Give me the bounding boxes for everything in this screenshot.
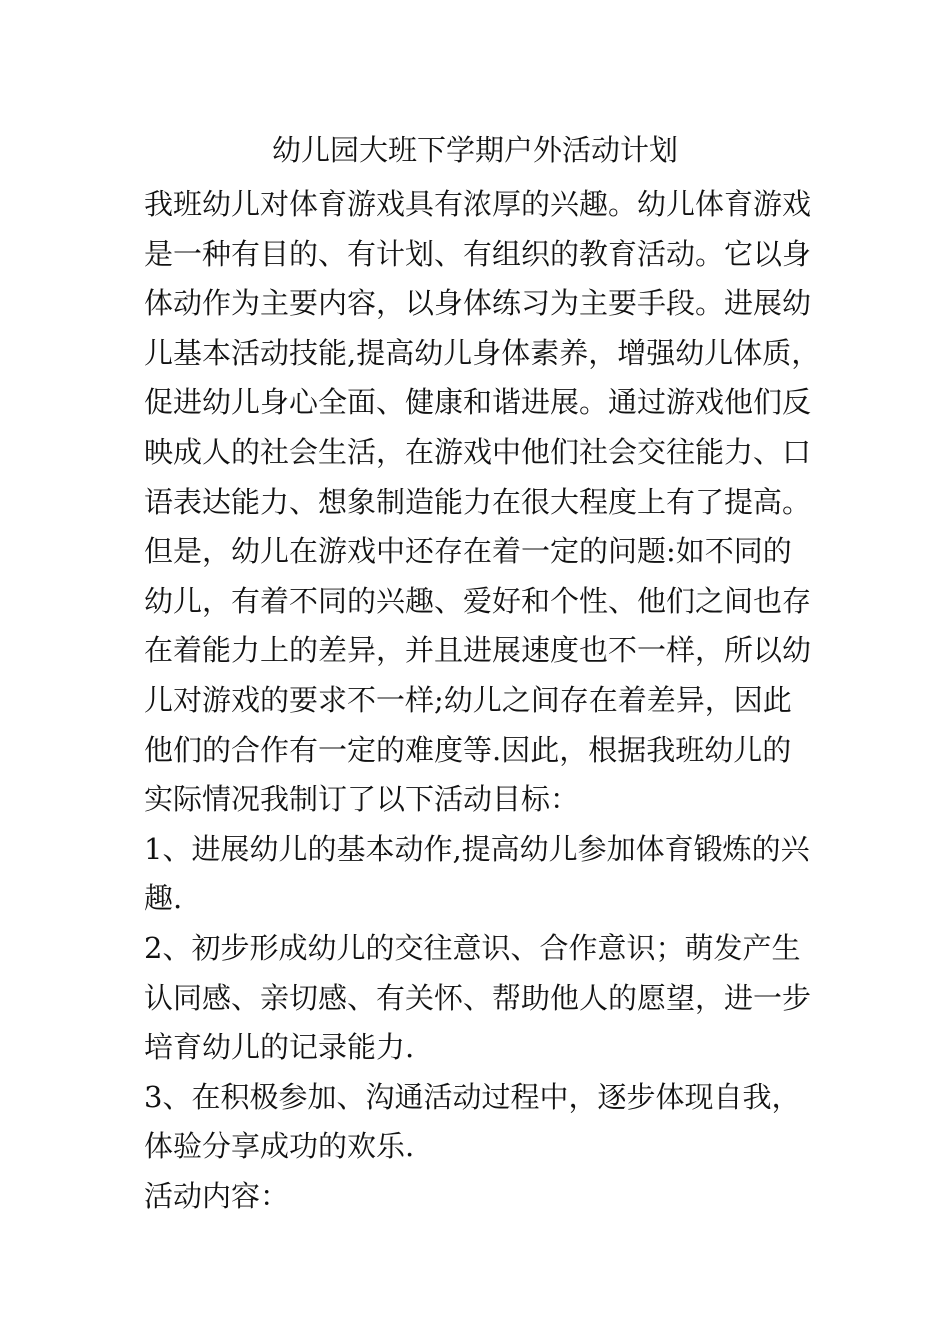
goal-item-2: 2、初步形成幼儿的交往意识、合作意识；萌发产生	[144, 930, 801, 965]
goal-item-1: 1、进展幼儿的基本动作,提高幼儿参加体育锻炼的兴	[144, 831, 810, 866]
body-line: 但是，幼儿在游戏中还存在着一定的问题:如不同的	[144, 534, 792, 569]
goal-item-3-continued: 体验分享成功的欢乐.	[144, 1129, 415, 1164]
body-line: 儿基本活动技能,提高幼儿身体素养，增强幼儿体质，	[144, 335, 821, 370]
body-line: 语表达能力、想象制造能力在很大程度上有了提高。	[144, 484, 812, 519]
document-body	[144, 180, 824, 1221]
body-line: 在着能力上的差异，并且进展速度也不一样，所以幼	[144, 633, 812, 668]
goal-item-2-continued: 培育幼儿的记录能力.	[144, 1030, 415, 1065]
body-line: 幼儿，有着不同的兴趣、爱好和个性、他们之间也存	[144, 583, 812, 618]
body-line: 映成人的社会生活，在游戏中他们社会交往能力、口	[144, 434, 812, 469]
body-line: 我班幼儿对体育游戏具有浓厚的兴趣。幼儿体育游戏	[144, 187, 812, 221]
body-line: 体动作为主要内容，以身体练习为主要手段。进展幼	[144, 286, 812, 321]
section-heading-activity-content: 活动内容：	[144, 1178, 290, 1213]
goal-item-3: 3、在积极参加、沟通活动过程中，逐步体现自我，	[144, 1079, 801, 1114]
body-line: 他们的合作有一定的难度等.因此，根据我班幼儿的	[144, 732, 792, 767]
goal-item-2-continued: 认同感、亲切感、有关怀、帮助他人的愿望，进一步	[144, 980, 812, 1015]
body-line: 促进幼儿身心全面、健康和谐进展。通过游戏他们反	[144, 385, 812, 420]
body-line: 实际情况我制订了以下活动目标：	[144, 782, 580, 817]
body-line: 是一种有目的、有计划、有组织的教育活动。它以身	[144, 236, 812, 271]
body-line: 儿对游戏的要求不一样;幼儿之间存在着差异，因此	[144, 682, 792, 717]
goal-item-1-continued: 趣.	[144, 881, 183, 916]
document-title: 幼儿园大班下学期户外活动计划	[271, 133, 678, 167]
